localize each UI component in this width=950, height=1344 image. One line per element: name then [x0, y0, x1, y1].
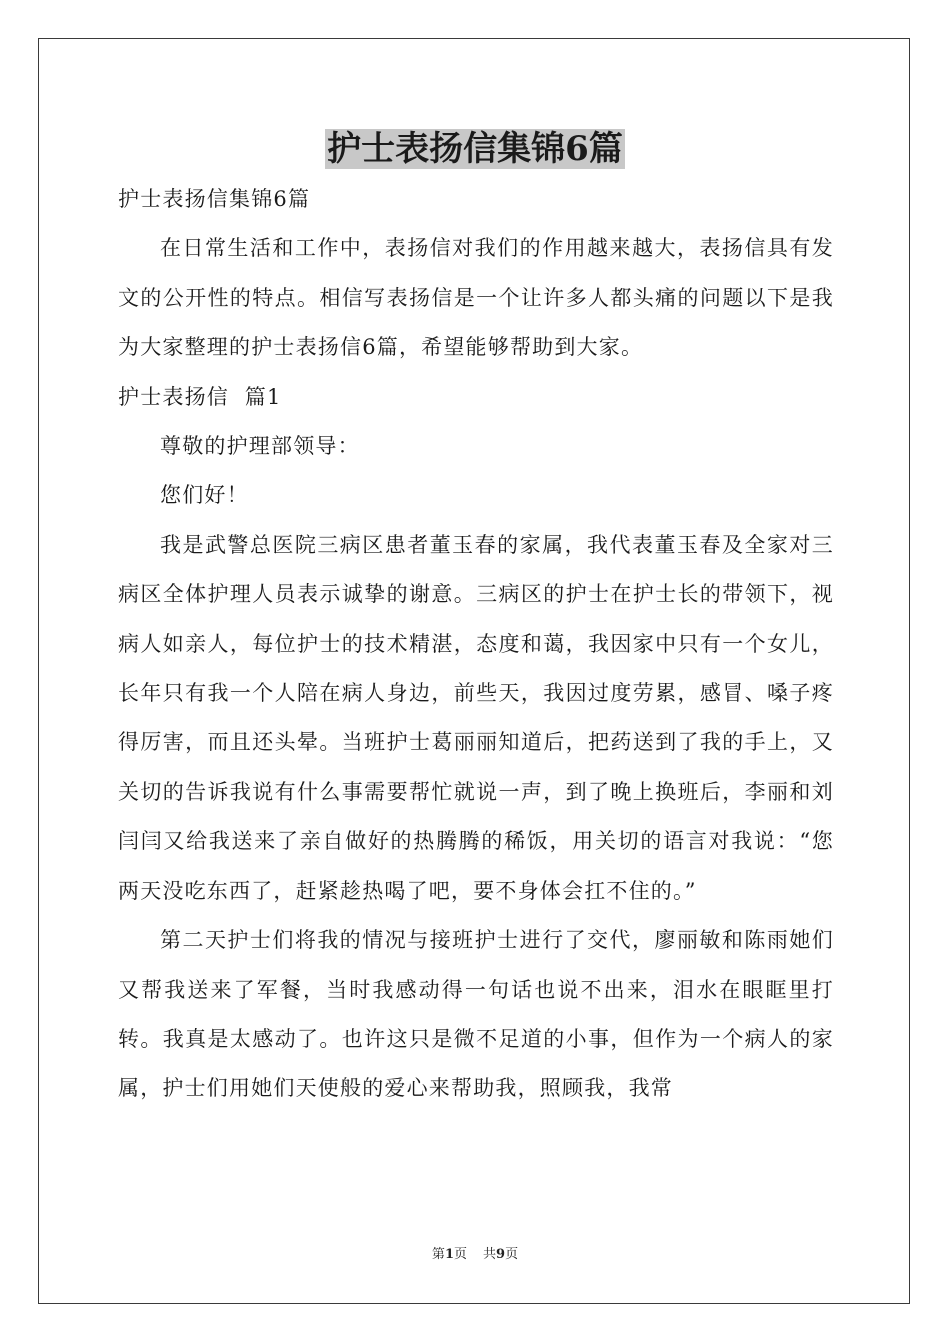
page-suffix: 页 — [453, 1247, 467, 1262]
page-prefix: 第 — [431, 1247, 445, 1262]
letter-greeting: 您们好！ — [160, 483, 249, 508]
document-title-text: 护士表扬信集锦6篇 — [327, 129, 623, 169]
document-title — [0, 124, 950, 174]
page-current: 1 — [444, 1247, 454, 1262]
total-suffix: 页 — [505, 1247, 519, 1262]
total-prefix: 共 — [483, 1247, 497, 1262]
page-total: 9 — [496, 1247, 506, 1262]
letter-salutation: 尊敬的护理部领导： — [160, 434, 360, 459]
document-body — [118, 175, 834, 1114]
letter-paragraph-1: 我是武警总医院三病区患者董玉春的家属，我代表董玉春及全家对三病区全体护理人员表示诚挚的谢意。三病区的护士在护士长的带领下，视病人如亲人，每位护士的技术精湛，态度和蔼，我因家中只有一个女儿，长年只有我一个人陪在病人身边，前些天，我因过度劳累，感冒、嗓子疼得厉害，而且还头晕。当班护士葛丽丽知道后，把药送到了我的手上，又关切的告诉我说有什么事需要帮忙就说一声，到了晚上换班后，李丽和刘闫闫又给我送来了亲自做好的热腾腾的稀饭，用关切的语言对我说：“您两天没吃东西了，赶紧趁热喝了吧，要不身体会扛不住的。” — [118, 532, 834, 903]
letter-paragraph-2: 第二天护士们将我的情况与接班护士进行了交代，廖丽敏和陈雨她们又帮我送来了军餐，当时我感动得一句话也说不出来，泪水在眼眶里打转。我真是太感动了。也许这只是微不足道的小事，但作为一个病人的家属，护士们用她们天使般的爱心来帮助我，照顾我，我常 — [118, 928, 834, 1101]
document-subtitle: 护士表扬信集锦6篇 — [118, 187, 311, 211]
page-footer — [0, 1245, 950, 1265]
section-heading: 护士表扬信 篇1 — [118, 384, 282, 409]
intro-paragraph: 在日常生活和工作中，表扬信对我们的作用越来越大，表扬信具有发文的公开性的特点。相信写表扬信是一个让许多人都头痛的问题以下是我为大家整理的护士表扬信6篇，希望能够帮助到大家。 — [118, 236, 834, 360]
